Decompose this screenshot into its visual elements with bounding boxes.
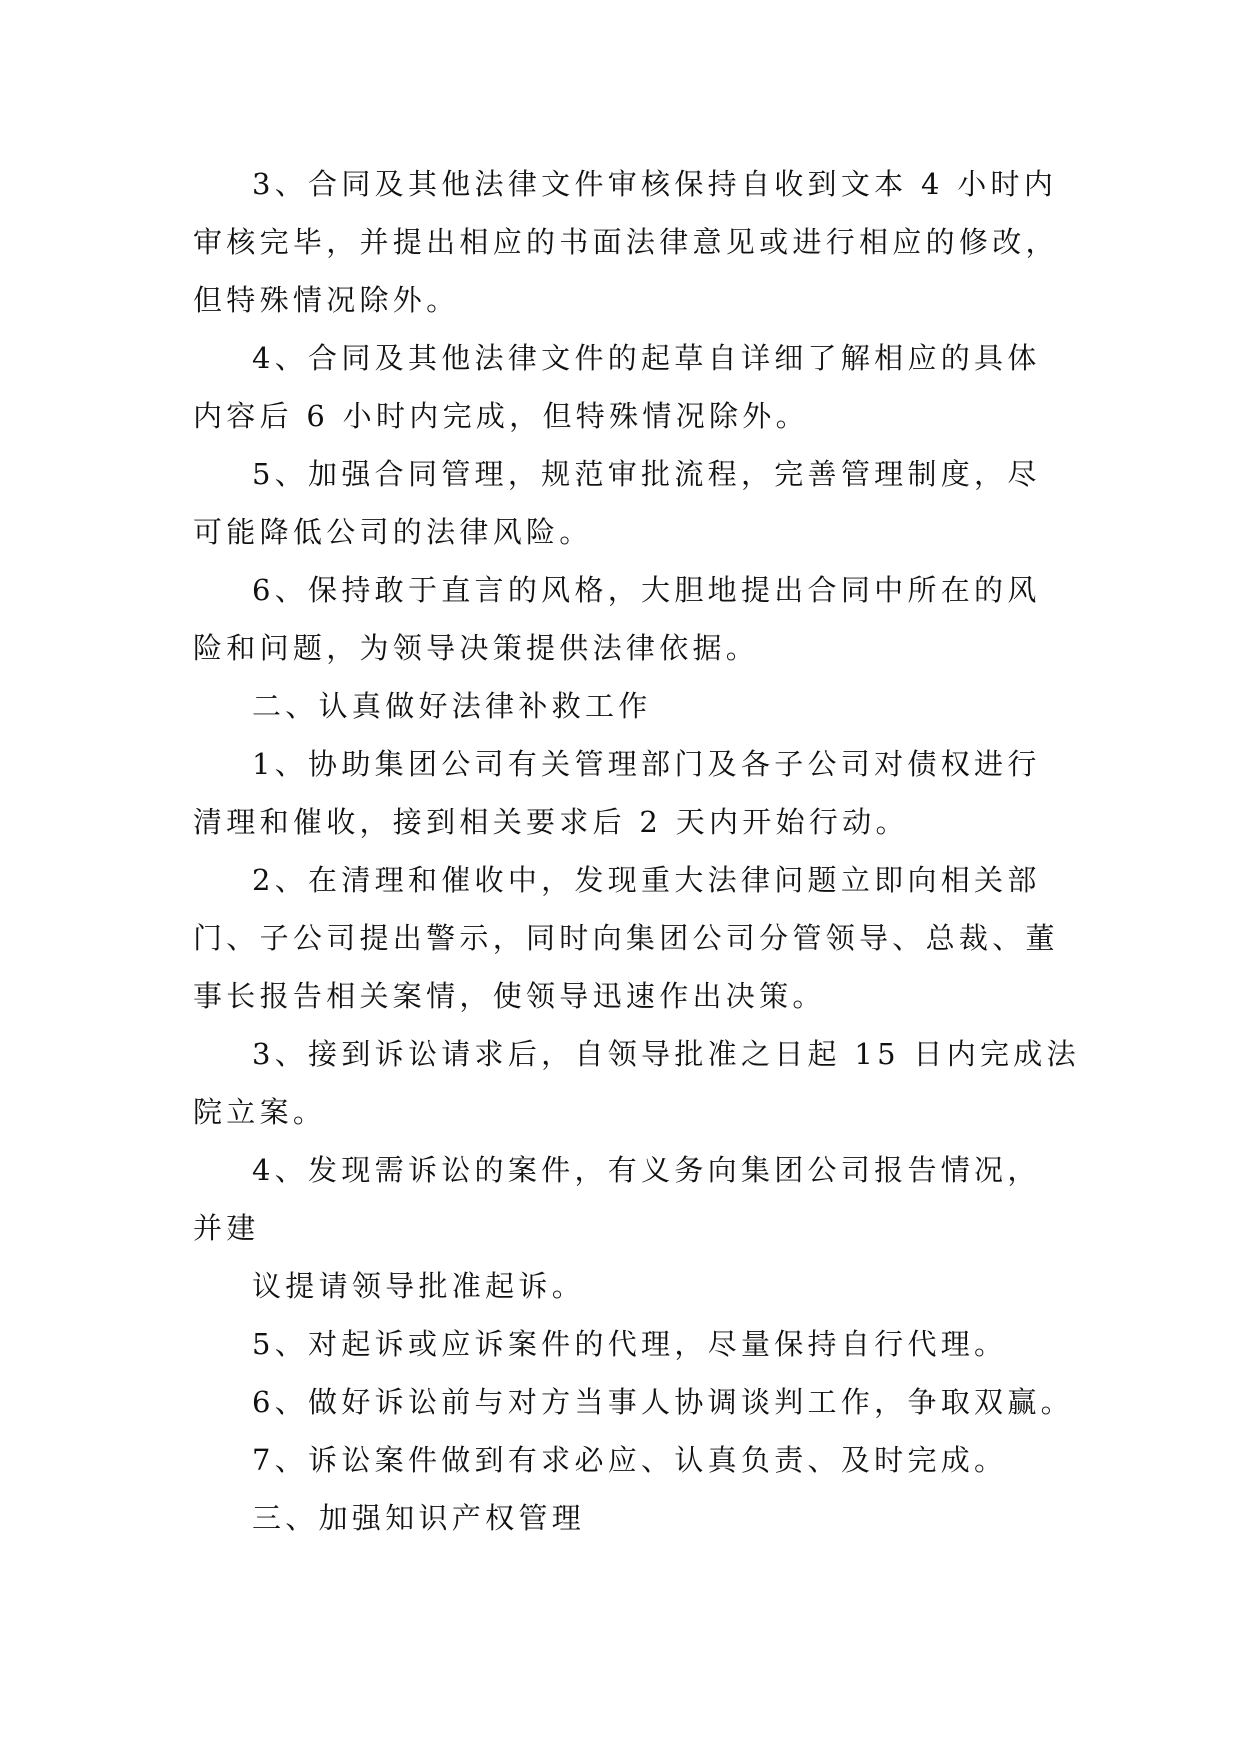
text-line: 内容后 6 小时内完成，但特殊情况除外。 [193, 399, 809, 433]
text-line: 1、协助集团公司有关管理部门及各子公司对债权进行 [252, 747, 1041, 781]
section-heading: 二、认真做好法律补救工作 [252, 689, 652, 723]
text-line: 5、加强合同管理，规范审批流程，完善管理制度，尽 [252, 457, 1041, 491]
text-line: 4、合同及其他法律文件的起草自详细了解相应的具体 [252, 341, 1041, 375]
text-line: 院立案。 [193, 1095, 327, 1129]
text-line: 2、在清理和催收中，发现重大法律问题立即向相关部 [252, 863, 1041, 897]
text-line: 可能降低公司的法律风险。 [193, 515, 593, 549]
text-line: 议提请领导批准起诉。 [252, 1269, 586, 1303]
text-line: 清理和催收，接到相关要求后 2 天内开始行动。 [193, 805, 909, 839]
text-line: 7、诉讼案件做到有求必应、认真负责、及时完成。 [252, 1443, 1008, 1477]
text-line: 4、发现需诉讼的案件，有义务向集团公司报告情况， [252, 1153, 1041, 1187]
text-line: 并建 [193, 1211, 260, 1245]
text-line: 但特殊情况除外。 [193, 283, 460, 317]
text-line: 5、对起诉或应诉案件的代理，尽量保持自行代理。 [252, 1327, 1008, 1361]
text-line: 审核完毕，并提出相应的书面法律意见或进行相应的修改， [193, 225, 1059, 259]
text-line: 6、保持敢于直言的风格，大胆地提出合同中所在的风 [252, 573, 1041, 607]
text-line: 3、合同及其他法律文件审核保持自收到文本 4 小时内 [252, 167, 1058, 201]
text-line: 事长报告相关案情，使领导迅速作出决策。 [193, 979, 826, 1013]
text-line: 3、接到诉讼请求后，自领导批准之日起 15 日内完成法 [252, 1037, 1080, 1071]
text-line: 6、做好诉讼前与对方当事人协调谈判工作，争取双赢。 [252, 1385, 1074, 1419]
text-line: 险和问题，为领导决策提供法律依据。 [193, 631, 760, 665]
text-line: 门、子公司提出警示，同时向集团公司分管领导、总裁、董 [193, 921, 1059, 955]
section-heading: 三、加强知识产权管理 [252, 1501, 586, 1535]
